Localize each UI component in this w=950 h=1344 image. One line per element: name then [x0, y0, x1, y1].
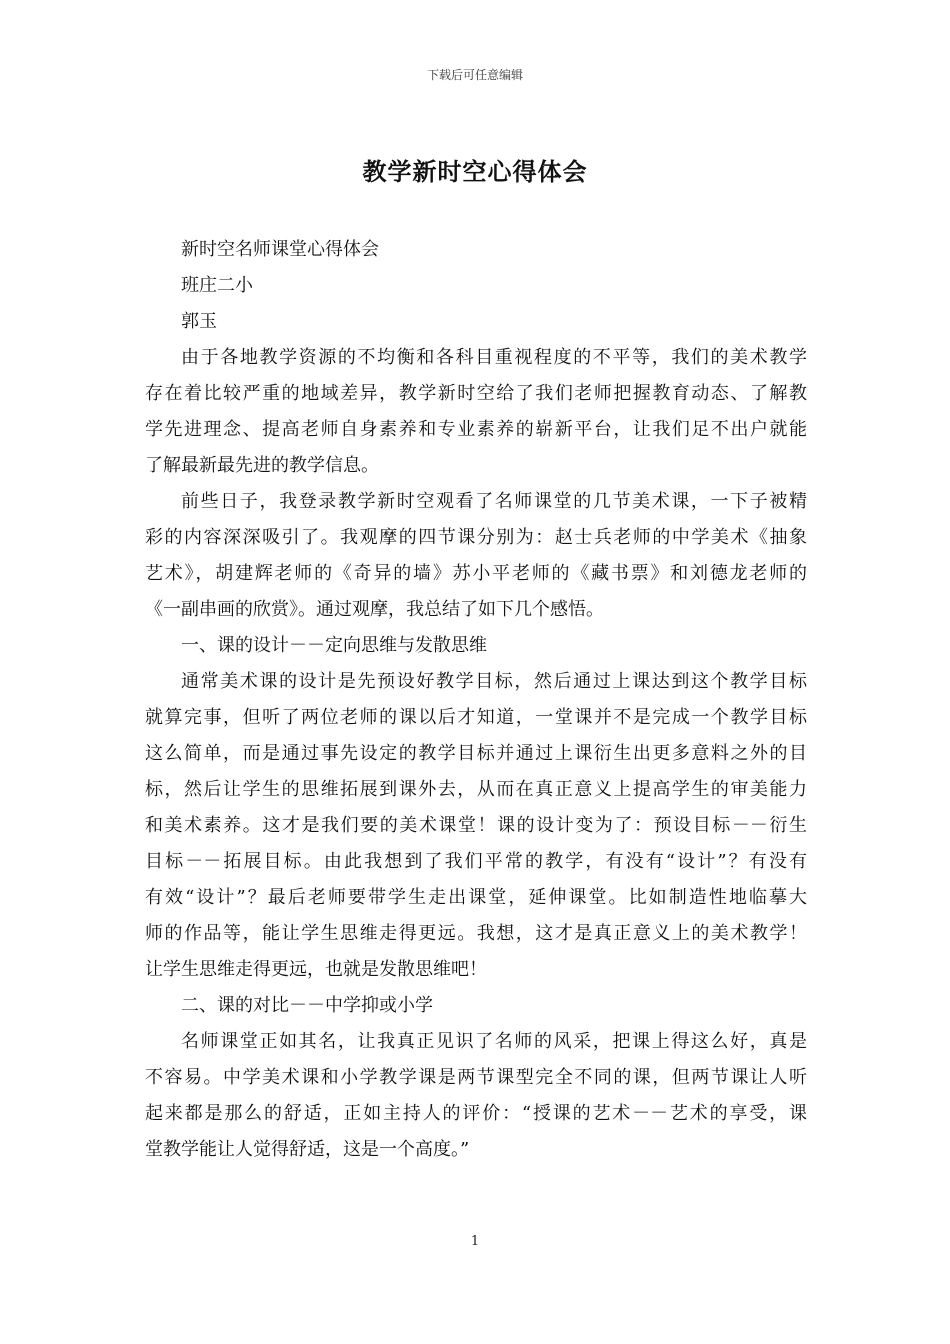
- text-line: 这么简单，而是通过事先设定的教学目标并通过上课衍生出更多意料之外的目: [145, 743, 807, 764]
- paragraph: [145, 268, 807, 304]
- paragraph: [145, 304, 807, 340]
- paragraph: [145, 232, 807, 268]
- text-line: 二、课的对比－－中学抑或小学: [181, 995, 433, 1016]
- document-title: 教学新时空心得体会: [362, 157, 588, 186]
- paragraph: [145, 1024, 807, 1168]
- text-line: 堂教学能让人觉得舒适，这是一个高度。”: [145, 1139, 470, 1160]
- text-line: 和美术素养。这才是我们要的美术课堂！课的设计变为了：预设目标－－衍生: [145, 815, 807, 836]
- text-line: 前些日子，我登录教学新时空观看了名师课堂的几节美术课，一下子被精: [181, 491, 807, 512]
- page-number: 1: [470, 1234, 480, 1249]
- text-line: 艺术》，胡建辉老师的《奇异的墙》苏小平老师的《藏书票》和刘德龙老师的: [145, 563, 807, 584]
- text-line: 让学生思维走得更远，也就是发散思维吧！: [145, 959, 487, 980]
- text-line: 彩的内容深深吸引了。我观摩的四节课分别为：赵士兵老师的中学美术《抽象: [145, 527, 807, 548]
- text-line: 有效“设计”？最后老师要带学生走出课堂，延伸课堂。比如制造性地临摹大: [145, 887, 807, 908]
- paragraph: [145, 484, 807, 628]
- text-line: 师的作品等，能让学生思维走得更远。我想，这才是真正意义上的美术教学！: [145, 923, 807, 944]
- text-line: 标，然后让学生的思维拓展到课外去，从而在真正意义上提高学生的审美能力: [145, 779, 807, 800]
- text-line: 学先进理念、提高老师自身素养和专业素养的崭新平台，让我们足不出户就能: [145, 419, 807, 440]
- text-line: 存在着比较严重的地域差异，教学新时空给了我们老师把握教育动态、了解教: [145, 383, 807, 404]
- text-line: 就算完事，但听了两位老师的课以后才知道，一堂课并不是完成一个教学目标: [145, 707, 807, 728]
- document-body: [145, 232, 807, 1168]
- text-line: 新时空名师课堂心得体会: [181, 239, 379, 260]
- paragraph: [145, 340, 807, 484]
- text-line: 《一副串画的欣赏》。通过观摩，我总结了如下几个感悟。: [145, 599, 604, 620]
- text-line: 班庄二小: [181, 275, 253, 296]
- text-line: 一、课的设计－－定向思维与发散思维: [181, 635, 487, 656]
- text-line: 由于各地教学资源的不均衡和各科目重视程度的不平等，我们的美术教学: [181, 347, 807, 368]
- text-line: 郭玉: [181, 311, 217, 332]
- page-header-note: 下载后可任意编辑: [426, 68, 523, 82]
- paragraph: [145, 664, 807, 988]
- paragraph: [145, 628, 807, 664]
- paragraph: [145, 988, 807, 1024]
- text-line: 通常美术课的设计是先预设好教学目标，然后通过上课达到这个教学目标: [181, 671, 807, 692]
- text-line: 不容易。中学美术课和小学教学课是两节课型完全不同的课，但两节课让人听: [145, 1067, 807, 1088]
- text-line: 起来都是那么的舒适，正如主持人的评价：“授课的艺术－－艺术的享受，课: [145, 1103, 807, 1124]
- text-line: 目标－－拓展目标。由此我想到了我们平常的教学，有没有“设计”？有没有: [145, 851, 807, 872]
- text-line: 了解最新最先进的教学信息。: [145, 455, 379, 476]
- text-line: 名师课堂正如其名，让我真正见识了名师的风采，把课上得这么好，真是: [181, 1031, 807, 1052]
